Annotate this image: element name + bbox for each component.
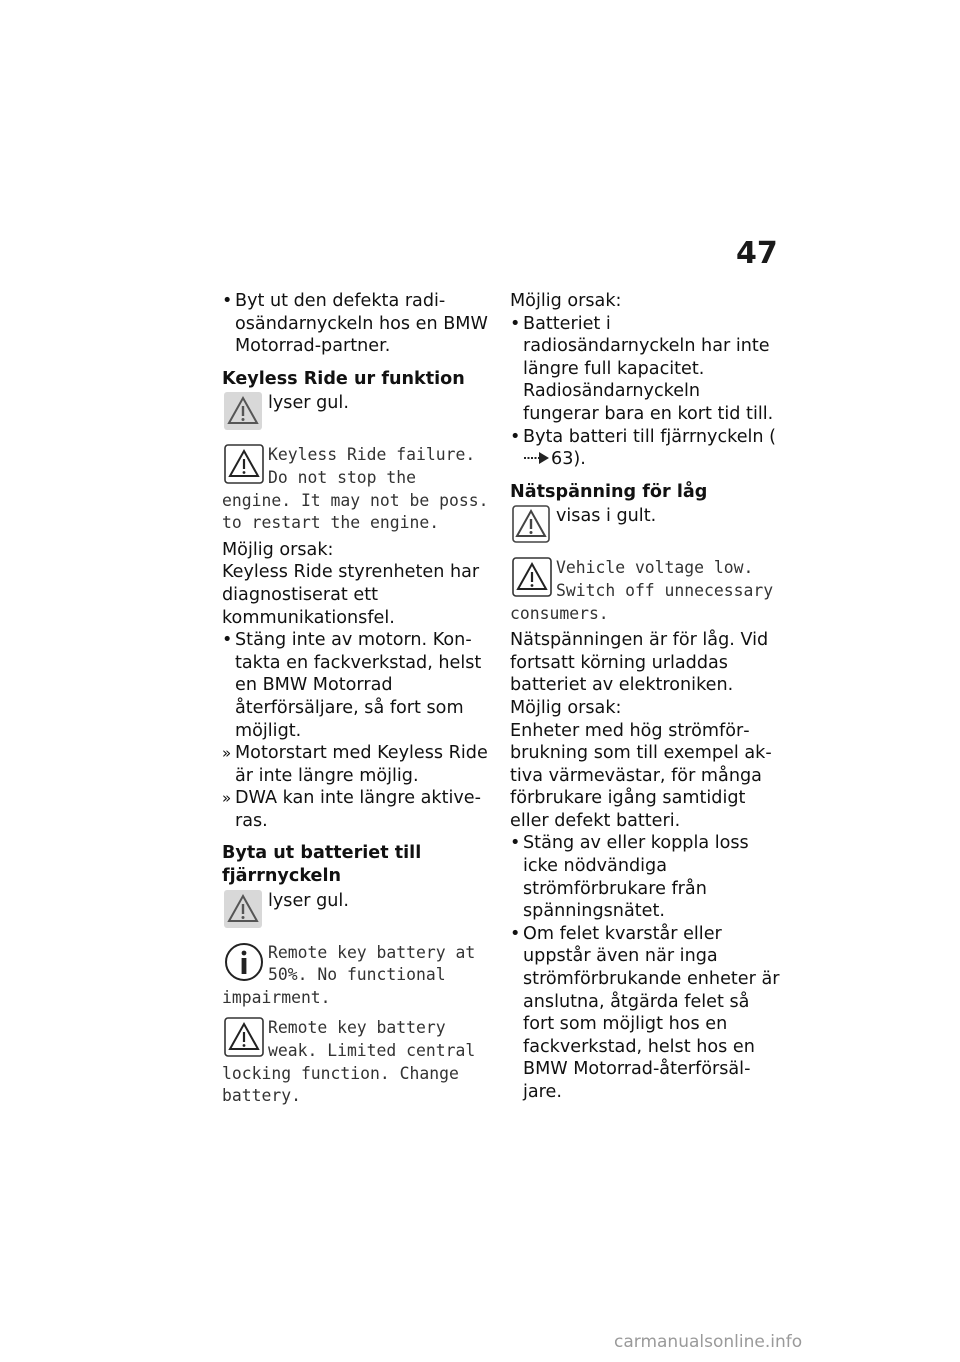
result-dwa: » DWA kan inte längre aktiveras.	[222, 787, 492, 832]
display-message	[222, 942, 492, 1010]
heading-keyless-ride: Keyless Ride ur funktion	[222, 368, 465, 389]
left-column	[222, 290, 492, 1108]
warning-triangle-icon	[512, 557, 552, 597]
message-text: Keyless Ride failure. Do not stop the engine. It may not be poss. to restart the engine.	[222, 445, 489, 533]
bullet-dont-stop-engine: • Stäng inte av motorn. Kontakta en fackverkstad, helst en BMW Motorrad återförsäljare, så fort som möjligt.	[222, 629, 492, 742]
warning-lamp-icon	[224, 890, 262, 928]
cause-label: Möjlig orsak:	[510, 291, 622, 311]
message-text: Remote key battery at 50%. No functional impairment.	[222, 942, 476, 1007]
display-message	[510, 557, 780, 625]
right-column	[510, 290, 780, 1104]
bullet-contact-workshop: • Om felet kvarstår eller uppstår även när inga strömförbrukande enheter är anslutna, åtgärda felet så fort som möjligt hos en fackverkstad, helst hos en BMW Motorrad-återförsäljare.	[510, 923, 780, 1104]
heading-low-voltage: Nätspänning för låg	[510, 481, 708, 502]
warning-lamp-icon	[512, 505, 550, 543]
page-number: 47	[736, 236, 778, 271]
watermark: carmanualsonline.info	[614, 1332, 803, 1352]
change-battery-text: Byta batteri till fjärrnyckeln (	[523, 426, 777, 447]
warning-lamp-icon	[224, 392, 262, 430]
lamp-row	[510, 505, 780, 549]
lamp-text: visas i gult.	[556, 506, 657, 527]
page-reference: 63).	[551, 449, 586, 470]
voltage-paragraph: Nätspänningen är för låg. Vid fortsatt körning urladdas batteriet av elektroniken.	[510, 630, 769, 696]
cause-text: Enheter med hög strömförbrukning som till exempel aktiva värmevästar, för många förbrukare igång samtidigt eller defekt batteri.	[510, 720, 772, 831]
message-text: Vehicle voltage low. Switch off unnecessary consumers.	[510, 558, 774, 623]
lamp-row	[222, 890, 492, 934]
result-no-engine-start: » Motorstart med Keyless Ride är inte längre möjlig.	[222, 742, 492, 787]
reference-arrow-icon	[523, 451, 551, 465]
lamp-row	[222, 392, 492, 436]
bullet-replace-key: • Byt ut den defekta radiosändarnyckeln hos en BMW Motorrad-partner.	[222, 290, 492, 358]
lamp-text: lyser gul.	[268, 890, 349, 911]
cause-text: Keyless Ride styrenheten har diagnostiserat ett kommunikationsfel.	[222, 562, 480, 628]
display-message	[222, 444, 492, 534]
heading-replace-battery: Byta ut batteriet till fjärrnyckeln	[222, 843, 422, 887]
warning-triangle-icon	[224, 1017, 264, 1057]
cause-label: Möjlig orsak:	[222, 539, 334, 560]
message-text: Remote key battery weak. Limited central locking function. Change battery.	[222, 1018, 476, 1106]
lamp-text: lyser gul.	[268, 393, 349, 414]
display-message	[222, 1017, 492, 1107]
bullet-battery-capacity: • Batteriet i radiosändarnyckeln har inte längre full kapacitet. Radiosändarnyckeln fungerar bara en kort tid till.	[510, 313, 780, 426]
info-icon	[224, 942, 264, 982]
warning-triangle-icon	[224, 444, 264, 484]
bullet-disconnect-consumers: • Stäng av eller koppla loss icke nödvändiga strömförbrukare från spänningsnätet.	[510, 832, 780, 922]
bullet-change-battery	[510, 426, 780, 471]
cause-label: Möjlig orsak:	[510, 697, 622, 718]
